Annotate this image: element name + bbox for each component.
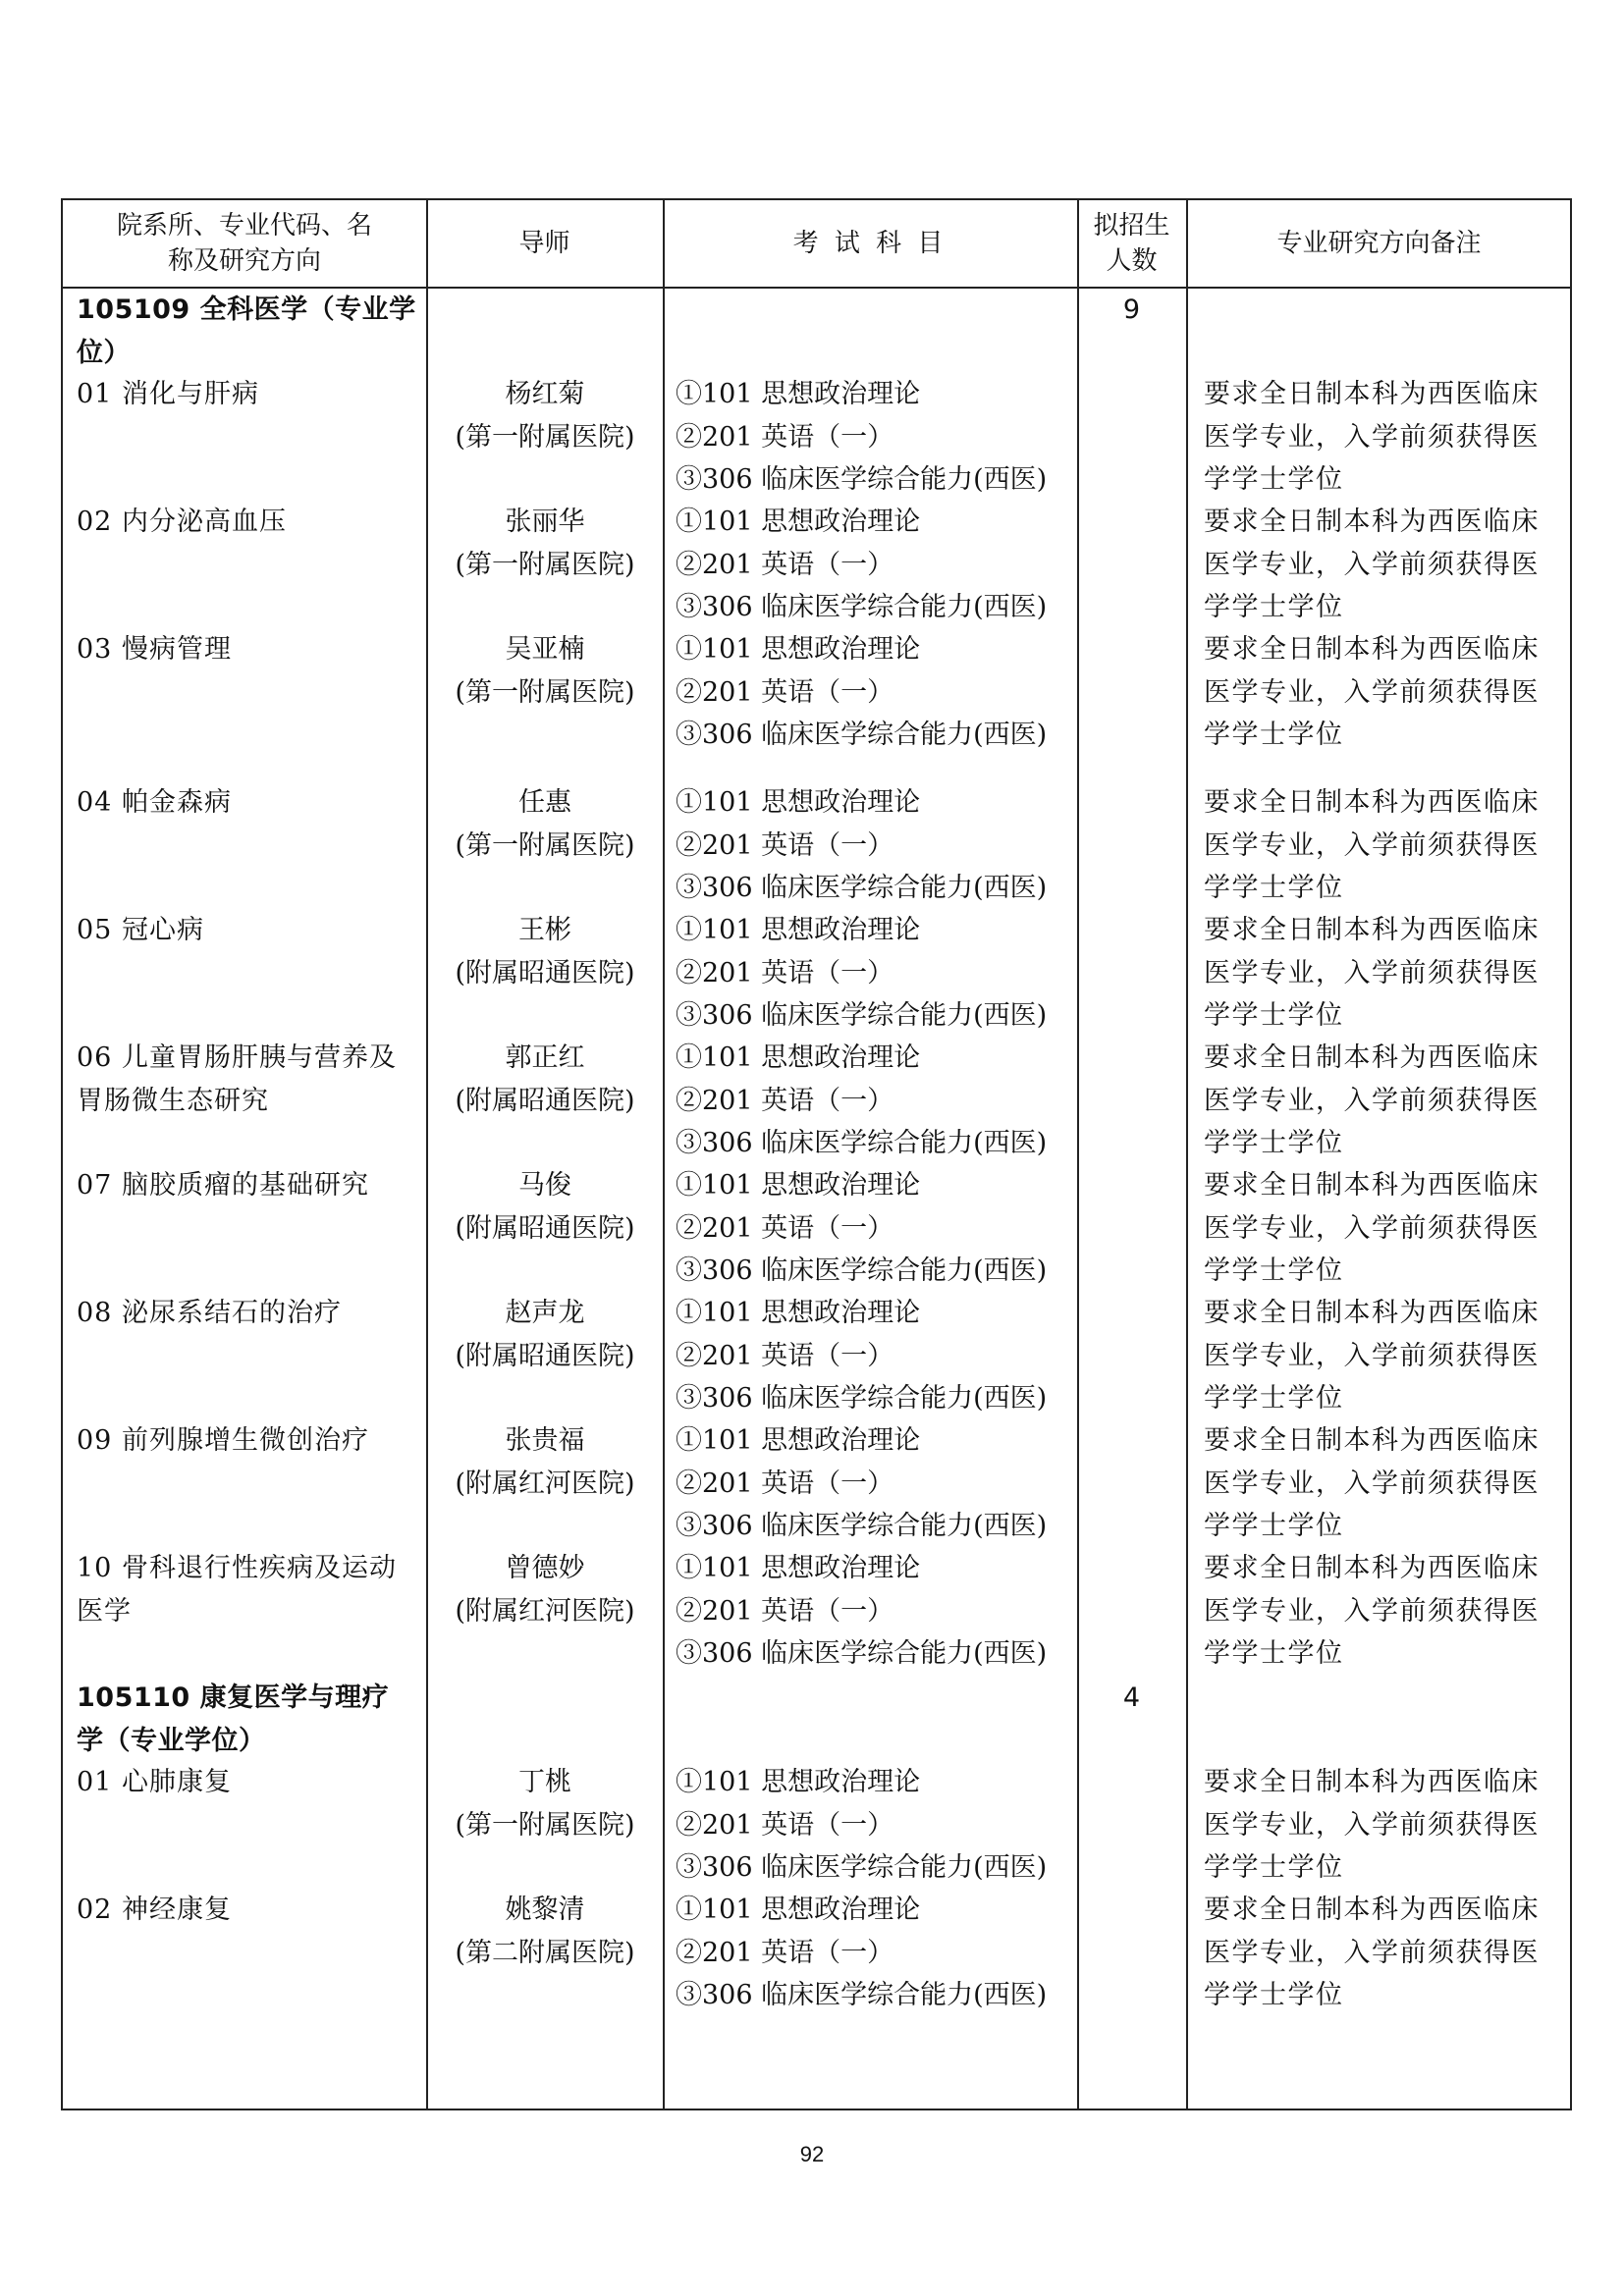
tutor [428,501,662,586]
tutor-hospital: (附属红河医院) [455,1468,635,1499]
tutor-name: 丁桃 [518,1767,571,1797]
tutor [428,373,662,458]
direction: 04 帕金森病 [77,787,232,818]
direction: 01 心肺康复 [77,1767,232,1797]
table-row [63,373,1570,501]
note: 要求全日制本科为西医临床医学专业，入学前须获得医学学士学位 [1204,1425,1540,1542]
exam-subject: ①101 思想政治理论 [676,1767,921,1797]
header-exam [663,200,1077,287]
note: 要求全日制本科为西医临床医学专业，入学前须获得医学学士学位 [1204,634,1540,751]
exam-subject: ①101 思想政治理论 [676,634,921,665]
exam-subject: ③306 临床医学综合能力(西医) [676,464,1048,496]
note: 要求全日制本科为西医临床医学专业，入学前须获得医学学士学位 [1204,915,1540,1032]
exam-subject: ①101 思想政治理论 [676,379,921,409]
direction: 06 儿童胃肠肝胰与营养及胃肠微生态研究 [77,1042,397,1116]
header-tutor-label: 导师 [518,229,570,258]
tutor [428,1547,662,1632]
tutor [428,1761,662,1846]
table-row [63,1292,1570,1419]
tutor-hospital: (第一附属医院) [455,549,635,580]
major-title: 105110 康复医学与理疗学（专业学位） [77,1682,390,1756]
exam-subjects [676,1292,1206,1420]
table-row [63,781,1570,909]
tutor-name: 张丽华 [505,507,585,537]
exam-subjects [676,501,1206,629]
note: 要求全日制本科为西医临床医学专业，入学前须获得医学学士学位 [1204,379,1540,496]
exam-subject: ③306 临床医学综合能力(西医) [676,1638,1048,1670]
exam-subject: ②201 英语（一） [676,1937,894,1968]
tutor-name: 赵声龙 [505,1298,585,1328]
tutor-name: 王彬 [518,915,571,945]
direction: 07 脑胶质瘤的基础研究 [77,1170,369,1201]
direction: 08 泌尿系结石的治疗 [77,1298,342,1328]
exam-subject: ①101 思想政治理论 [676,1298,921,1328]
major-count: 4 [1122,1682,1141,1713]
note: 要求全日制本科为西医临床医学专业，入学前须获得医学学士学位 [1204,1298,1540,1415]
header-tutor [426,200,663,287]
exam-subject: ③306 临床医学综合能力(西医) [676,720,1048,751]
tutor [428,781,662,867]
tutor-hospital: (附属昭通医院) [455,1340,635,1371]
exam-subject: ③306 临床医学综合能力(西医) [676,873,1048,904]
direction: 02 神经康复 [77,1895,232,1925]
note: 要求全日制本科为西医临床医学专业，入学前须获得医学学士学位 [1204,787,1540,904]
header-count [1077,200,1186,287]
enrollment-table [61,198,1572,2110]
tutor-name: 杨红菊 [505,379,585,409]
table-row [63,1037,1570,1164]
exam-subject: ②201 英语（一） [676,676,894,708]
exam-subject: ②201 英语（一） [676,829,894,861]
table-row [63,1889,1570,2016]
note: 要求全日制本科为西医临床医学专业，入学前须获得医学学士学位 [1204,1895,1540,2011]
exam-subject: ③306 临床医学综合能力(西医) [676,1852,1048,1884]
tutor-hospital: (第一附属医院) [455,676,635,708]
header-note [1186,200,1572,287]
exam-subject: ③306 临床医学综合能力(西医) [676,1383,1048,1415]
tutor-name: 曾德妙 [505,1553,585,1583]
direction: 10 骨科退行性疾病及运动医学 [77,1553,397,1627]
tutor-hospital: (附属红河医院) [455,1595,635,1627]
note: 要求全日制本科为西医临床医学专业，入学前须获得医学学士学位 [1204,507,1540,623]
header-note-label: 专业研究方向备注 [1276,229,1482,258]
major-title: 105109 全科医学（专业学位） [77,294,416,368]
direction: 05 冠心病 [77,915,204,945]
header-dept [63,200,426,287]
tutor-hospital: (附属昭通医院) [455,1085,635,1116]
exam-subject: ③306 临床医学综合能力(西医) [676,1000,1048,1032]
tutor [428,909,662,994]
exam-subject: ③306 临床医学综合能力(西医) [676,1255,1048,1287]
page-number: 92 [799,2142,825,2166]
exam-subject: ③306 临床医学综合能力(西医) [676,1128,1048,1159]
exam-subjects [676,909,1206,1038]
tutor-name: 吴亚楠 [505,634,585,665]
note: 要求全日制本科为西医临床医学专业，入学前须获得医学学士学位 [1204,1042,1540,1159]
header-dept-label: 院系所、专业代码、名称及研究方向 [117,211,373,276]
exam-subjects [676,373,1206,502]
tutor [428,1164,662,1250]
tutor-name: 张贵福 [505,1425,585,1456]
exam-subject: ①101 思想政治理论 [676,787,921,818]
major-count: 9 [1122,294,1141,325]
note: 要求全日制本科为西医临床医学专业，入学前须获得医学学士学位 [1204,1767,1540,1884]
exam-subjects [676,1889,1206,2017]
exam-subjects [676,1164,1206,1293]
exam-subject: ①101 思想政治理论 [676,1425,921,1456]
exam-subject: ②201 英语（一） [676,1595,894,1627]
exam-subjects [676,1419,1206,1548]
tutor [428,1037,662,1122]
direction: 01 消化与肝病 [77,379,259,409]
exam-subject: ②201 英语（一） [676,1468,894,1499]
table-row [63,1419,1570,1547]
direction: 09 前列腺增生微创治疗 [77,1425,369,1456]
tutor [428,628,662,714]
table-row [63,909,1570,1037]
exam-subject: ①101 思想政治理论 [676,1170,921,1201]
exam-subjects [676,1037,1206,1165]
direction: 03 慢病管理 [77,634,232,665]
tutor-hospital: (附属昭通医院) [455,957,635,988]
exam-subject: ②201 英语（一） [676,1085,894,1116]
tutor-hospital: (第二附属医院) [455,1937,635,1968]
tutor-name: 郭正红 [505,1042,585,1073]
exam-subject: ②201 英语（一） [676,1809,894,1841]
table-row [63,1547,1570,1675]
tutor-hospital: (第一附属医院) [455,421,635,453]
table-row [63,628,1570,781]
exam-subject: ②201 英语（一） [676,957,894,988]
tutor-name: 姚黎清 [505,1895,585,1925]
table-row [63,501,1570,628]
exam-subject: ①101 思想政治理论 [676,1042,921,1073]
exam-subjects [676,1547,1206,1676]
tutor [428,1419,662,1505]
exam-subjects [676,1761,1206,1890]
table-row [63,1761,1570,1889]
exam-subject: ①101 思想政治理论 [676,1895,921,1925]
exam-subjects [676,781,1206,910]
exam-subject: ②201 英语（一） [676,1212,894,1244]
exam-subject: ①101 思想政治理论 [676,1553,921,1583]
note: 要求全日制本科为西医临床医学专业，入学前须获得医学学士学位 [1204,1553,1540,1670]
exam-subject: ③306 临床医学综合能力(西医) [676,592,1048,623]
direction: 02 内分泌高血压 [77,507,287,537]
note: 要求全日制本科为西医临床医学专业，入学前须获得医学学士学位 [1204,1170,1540,1287]
exam-subject: ③306 临床医学综合能力(西医) [676,1980,1048,2011]
table-row [63,1164,1570,1292]
tutor [428,1889,662,1974]
tutor-hospital: (第一附属医院) [455,829,635,861]
exam-subject: ①101 思想政治理论 [676,507,921,537]
tutor-hospital: (附属昭通医院) [455,1212,635,1244]
exam-subjects [676,628,1206,757]
exam-subject: ③306 临床医学综合能力(西医) [676,1511,1048,1542]
tutor [428,1292,662,1377]
exam-subject: ②201 英语（一） [676,1340,894,1371]
tutor-name: 马俊 [518,1170,571,1201]
exam-subject: ②201 英语（一） [676,421,894,453]
tutor-name: 任惠 [518,787,571,818]
tutor-hospital: (第一附属医院) [455,1809,635,1841]
exam-subject: ②201 英语（一） [676,549,894,580]
header-exam-label: 考 试 科 目 [792,229,947,258]
header-count-label: 拟招生人数 [1093,211,1170,276]
exam-subject: ①101 思想政治理论 [676,915,921,945]
